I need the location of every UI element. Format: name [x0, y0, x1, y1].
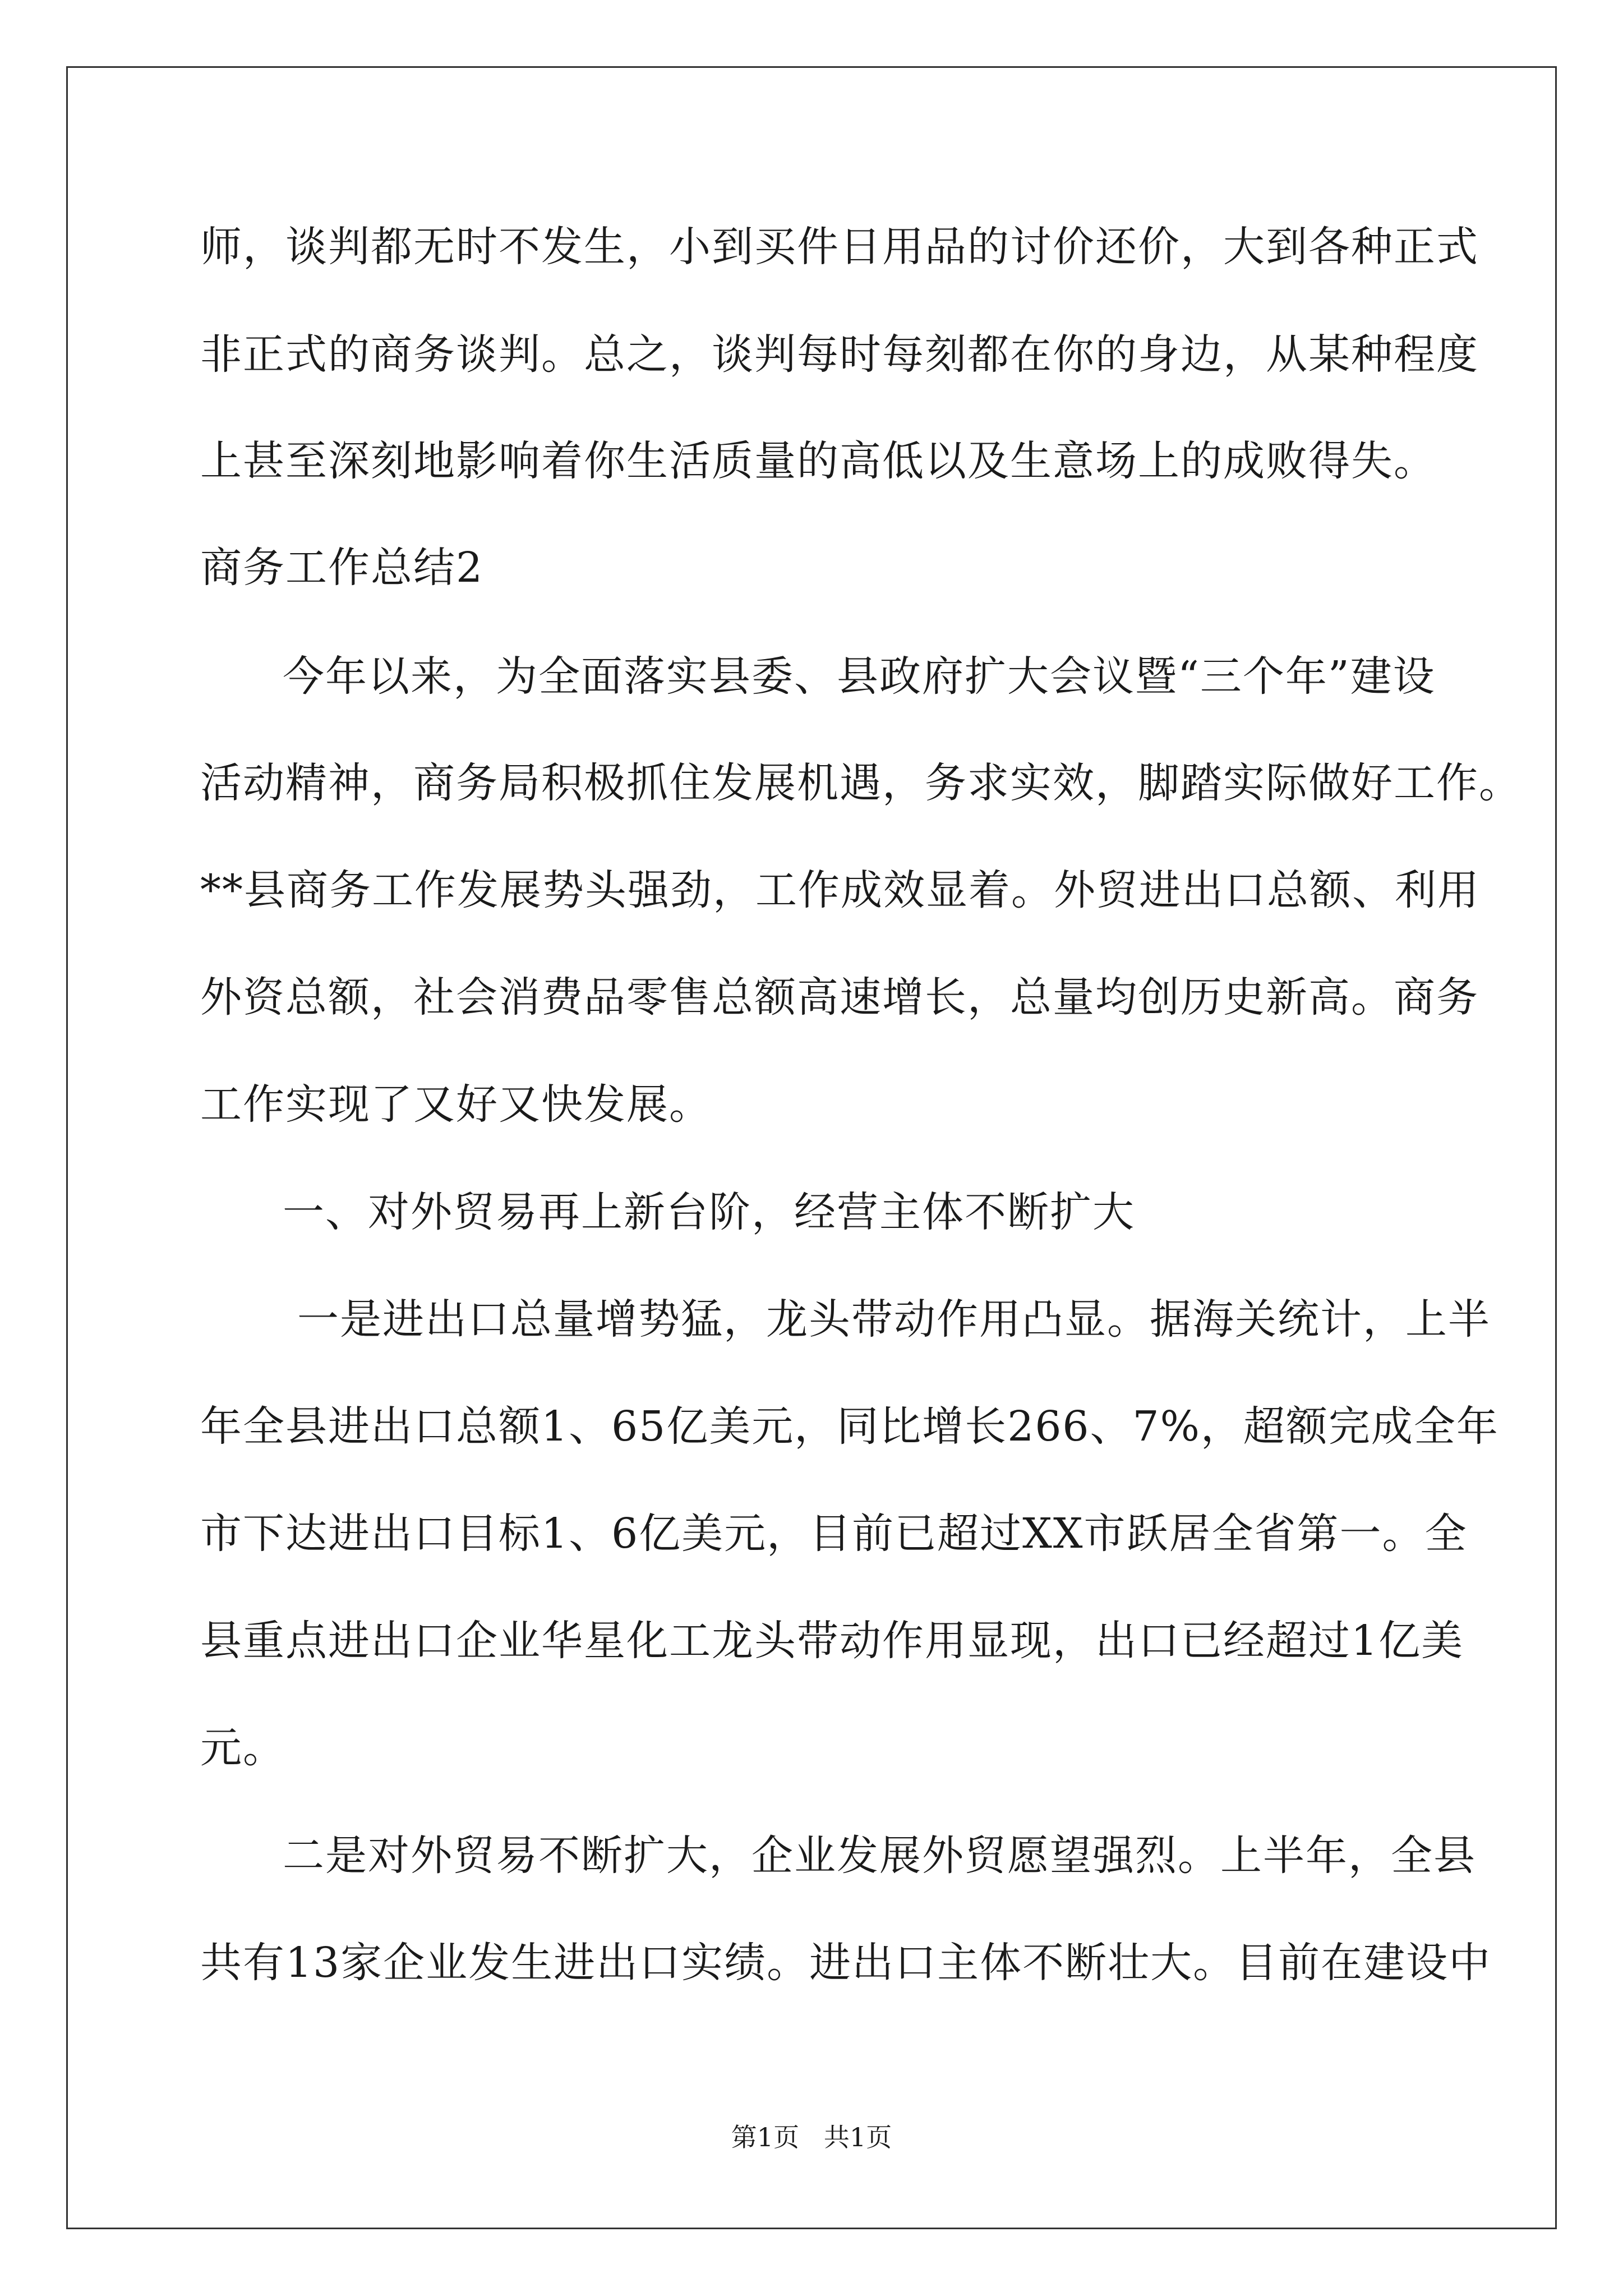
page-border [66, 66, 1557, 2229]
body-line: 非正式的商务谈判。总之，谈判每时每刻都在你的身边，从某种程度 [200, 330, 1479, 379]
body-line: 市下达进出口目标1、6亿美元，目前已超过XX市跃居全省第一。全 [200, 1510, 1468, 1558]
body-line: 元。 [200, 1724, 285, 1772]
body-line: **县商务工作发展势头强劲，工作成效显着。外贸进出口总额、利用 [200, 866, 1480, 914]
body-line: 共有13家企业发生进出口实绩。进出口主体不断壮大。目前在建设中 [200, 1939, 1492, 1987]
section-heading: 商务工作总结2 [200, 544, 484, 592]
body-line: 师，谈判都无时不发生，小到买件日用品的讨价还价，大到各种正式 [200, 223, 1479, 271]
body-line: 工作实现了又好又快发展。 [200, 1080, 712, 1129]
body-line: 外资总额，社会消费品零售总额高速增长，总量均创历史新高。商务 [200, 973, 1479, 1022]
body-line: 县重点进出口企业华星化工龙头带动作用显现，出口已经超过1亿美 [200, 1617, 1464, 1665]
page-number-footer: 第1页 共1页 [731, 2122, 892, 2152]
body-line: 上甚至深刻地影响着你生活质量的高低以及生意场上的成败得失。 [200, 437, 1436, 485]
subheading: 一、对外贸易再上新台阶，经营主体不断扩大 [283, 1188, 1135, 1236]
body-line: 今年以来，为全面落实县委、县政府扩大会议暨“三个年”建设 [283, 652, 1436, 701]
body-line: 一是进出口总量增势猛，龙头带动作用凸显。据海关统计，上半 [297, 1295, 1491, 1343]
body-line: 年全县进出口总额1、65亿美元，同比增长266、7%，超额完成全年 [200, 1402, 1499, 1451]
body-line: 二是对外贸易不断扩大，企业发展外贸愿望强烈。上半年，全县 [283, 1832, 1476, 1880]
body-line: 活动精神，商务局积极抓住发展机遇，务求实效，脚踏实际做好工作。 [200, 759, 1521, 807]
